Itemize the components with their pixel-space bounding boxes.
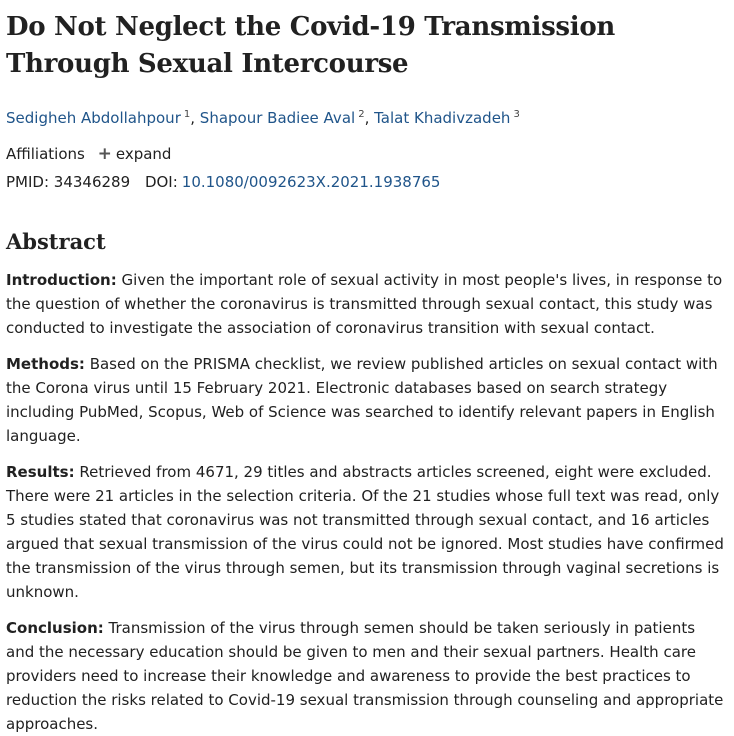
affiliations-expand-button[interactable] — [98, 145, 172, 163]
section-label: Conclusion: — [6, 619, 104, 637]
author-link-3[interactable]: Talat Khadivzadeh — [374, 109, 511, 127]
author-link-2[interactable]: Shapour Badiee Aval — [199, 109, 356, 127]
section-text: Based on the PRISMA checklist, we review published articles on sexual contact with the Corona virus until 15 February 2021. Electronic databases based on search strategy including PubMed, Scopus, Web of Science was searched to identify relevant papers in English language. — [6, 355, 718, 445]
author-affiliation-number-3[interactable]: 3 — [513, 109, 520, 120]
section-label: Methods: — [6, 355, 85, 373]
section-text: Given the important role of sexual activity in most people's lives, in response to the question of whether the coronavirus is transmitted through sexual contact, this study was conducted to investigate the association of coronavirus transition with sexual contact. — [6, 271, 723, 337]
author-separator: , — [190, 109, 196, 127]
doi-label: DOI: — [144, 173, 178, 191]
section-text: Retrieved from 4671, 29 titles and abstracts articles screened, eight were excluded. There were 21 articles in the selection criteria. Of the 21 studies whose full text was read, only 5 studies stated that coronavirus was not transmitted through sexual contact, and 16 articles argued that sexual transmission of the virus could not be ignored. Most studies have confirmed the transmission of the virus through semen, but its transmission through vaginal secretions is unknown. — [6, 463, 724, 601]
affiliations-label: Affiliations — [6, 145, 85, 163]
doi-link[interactable]: 10.1080/0092623X.2021.1938765 — [181, 173, 441, 191]
section-label: Introduction: — [6, 271, 117, 289]
identifiers-row — [6, 172, 726, 192]
article-title: Do Not Neglect the Covid-19 Transmission Through Sexual Intercourse — [6, 12, 615, 79]
abstract-heading: Abstract — [6, 229, 106, 254]
affiliations-row — [6, 144, 726, 164]
pmid-value: 34346289 — [53, 173, 131, 191]
author-separator: , — [364, 109, 370, 127]
abstract-section-conclusion — [6, 616, 726, 736]
author-link-1[interactable]: Sedigheh Abdollahpour — [6, 109, 181, 127]
author-list — [6, 105, 726, 128]
expand-label: expand — [115, 145, 172, 163]
abstract-section-results — [6, 460, 726, 604]
plus-icon: + — [97, 144, 112, 164]
author-affiliation-number-2[interactable]: 2 — [358, 109, 365, 120]
author-affiliation-number-1[interactable]: 1 — [183, 109, 191, 120]
section-label: Results: — [6, 463, 75, 481]
abstract-section-introduction — [6, 268, 726, 340]
abstract-section-methods — [6, 352, 726, 448]
section-text: Transmission of the virus through semen should be taken seriously in patients and the necessary education should be given to men and their sexual partners. Health care providers need to increase their knowledge and awareness to provide the best practices to reduction the risks related to Covid-19 sexual transmission through counseling and appropriate approaches. — [6, 619, 724, 733]
pmid-label: PMID: — [6, 173, 50, 191]
